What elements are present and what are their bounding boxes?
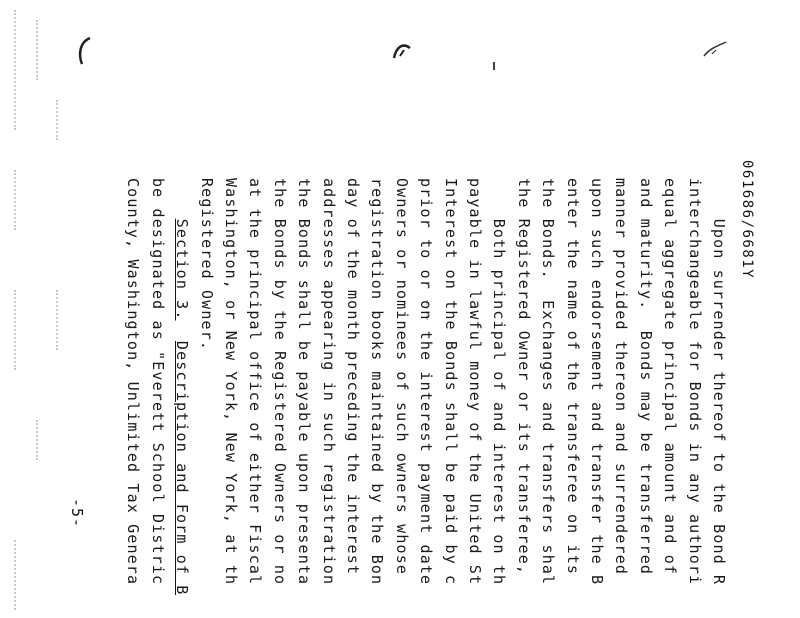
body-line [149, 178, 167, 585]
line-text: the Bonds. Exchanges and transfers shal [539, 178, 558, 586]
line-text: upon such endorsement and transfer the B [588, 178, 606, 586]
margin-dots [36, 420, 40, 460]
line-text: Interest on the Bonds shall be paid by c [441, 178, 460, 586]
body-line [466, 178, 484, 585]
body-line [198, 178, 216, 351]
body-line [173, 178, 191, 595]
line-text: be designated as "Everett School Distric [148, 178, 167, 586]
line-text: addresses appearing in such registration [319, 178, 338, 586]
body-line [222, 178, 240, 585]
line-text: Both principal of and interest on th [490, 178, 509, 586]
line-text: payable in lawful money of the United St [466, 178, 484, 586]
line-text: Registered Owner. [197, 178, 216, 352]
body-line [442, 178, 460, 585]
margin-dots [14, 290, 18, 370]
body-line [124, 178, 142, 585]
line-text: the Bonds by the Registered Owners or no [270, 178, 289, 586]
body-line [295, 178, 313, 585]
margin-dots [14, 540, 18, 610]
body-line [661, 178, 679, 575]
section-title: Description and Form of B [173, 340, 192, 596]
body-line [588, 178, 606, 585]
line-text: the Bonds shall be payable upon presenta [295, 178, 314, 586]
body-line [710, 178, 728, 585]
line-text: interchangeable for Bonds in any authori [685, 178, 704, 586]
scan-artifact-mark [72, 36, 96, 66]
body-line [490, 178, 508, 585]
line-text: County, Washington, Unlimited Tax Genera [124, 178, 143, 586]
margin-dots [14, 10, 18, 130]
line-text: Washington, or New York, New York, at th [222, 178, 240, 586]
line-text: prior to or on the interest payment date [417, 178, 436, 586]
line-text: the Registered Owner or its transferee, [514, 178, 533, 576]
scan-artifact-dash [493, 62, 495, 70]
line-text: equal aggregate principal amount and of [661, 178, 680, 576]
line-text: manner provided thereon and surrendered [612, 178, 631, 576]
margin-dots [14, 170, 18, 230]
scan-artifact-mark [390, 38, 414, 62]
line-text: enter the name of the transferee on its [563, 178, 582, 576]
line-text: day of the month preceding the interest [344, 178, 362, 586]
line-text: registration books maintained by the Bon [368, 178, 387, 586]
margin-dots [56, 290, 60, 350]
line-text: Upon surrender thereof to the Bond R [710, 178, 728, 586]
body-line [393, 178, 411, 585]
section-indent [173, 178, 191, 219]
body-line [539, 178, 557, 585]
section-heading: Section 3. [173, 218, 192, 321]
body-line [612, 178, 630, 575]
body-line [417, 178, 435, 585]
margin-dots [56, 100, 60, 140]
scan-artifact-mark [700, 38, 730, 62]
margin-dots [36, 20, 40, 80]
body-line [564, 178, 582, 575]
body-line [686, 178, 704, 585]
line-text: and maturity. Bonds may be transferred [636, 178, 655, 576]
section-gap [173, 321, 191, 341]
body-line [344, 178, 362, 585]
body-line [368, 178, 386, 585]
body-line [246, 178, 264, 585]
body-line [515, 178, 533, 575]
line-text: at the principal office of either Fiscal [246, 178, 265, 586]
document-id: 061686/6681Y [739, 160, 755, 280]
line-text: Owners or nominees of such owners whose [392, 178, 411, 586]
body-line [271, 178, 289, 585]
body-line [637, 178, 655, 575]
body-line [320, 178, 338, 585]
page-number: -5- [68, 498, 86, 529]
